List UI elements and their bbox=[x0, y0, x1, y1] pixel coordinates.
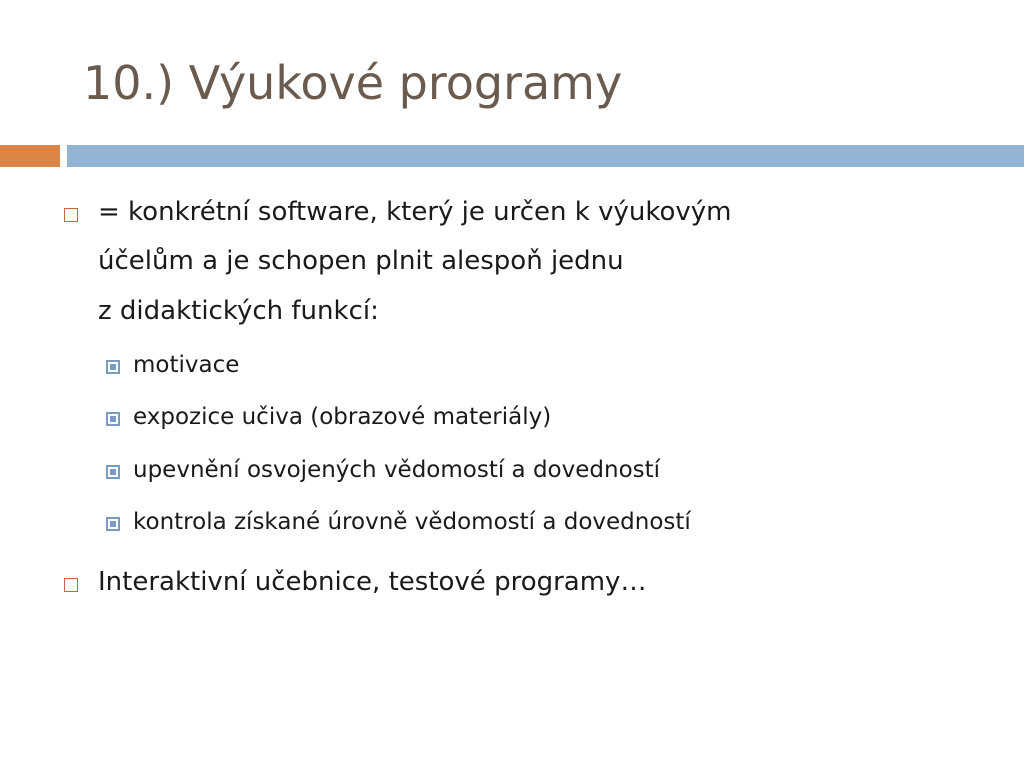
square-bullet-icon bbox=[64, 578, 78, 592]
filled-square-bullet-icon bbox=[106, 360, 120, 374]
filled-square-bullet-icon bbox=[106, 465, 120, 479]
bullet-text-line: = konkrétní software, který je určen k výukovým bbox=[98, 197, 732, 227]
bullet-text-line: Interaktivní učebnice, testové programy… bbox=[98, 567, 647, 597]
sub-bullet-text: upevnění osvojených vědomostí a dovedností bbox=[133, 457, 661, 483]
slide-title: 10.) Výukové programy bbox=[83, 56, 623, 110]
sub-bullet-text: kontrola získané úrovně vědomostí a dovedností bbox=[133, 509, 691, 535]
sub-bullet-text: expozice učiva (obrazové materiály) bbox=[133, 404, 552, 430]
sub-bullet-text: motivace bbox=[133, 352, 240, 378]
filled-square-bullet-icon bbox=[106, 517, 120, 531]
filled-square-bullet-icon bbox=[106, 412, 120, 426]
bullet-text-line: účelům a je schopen plnit alespoň jednu bbox=[98, 246, 624, 276]
square-bullet-icon bbox=[64, 208, 78, 222]
bullet-text-line: z didaktických funkcí: bbox=[98, 296, 379, 326]
